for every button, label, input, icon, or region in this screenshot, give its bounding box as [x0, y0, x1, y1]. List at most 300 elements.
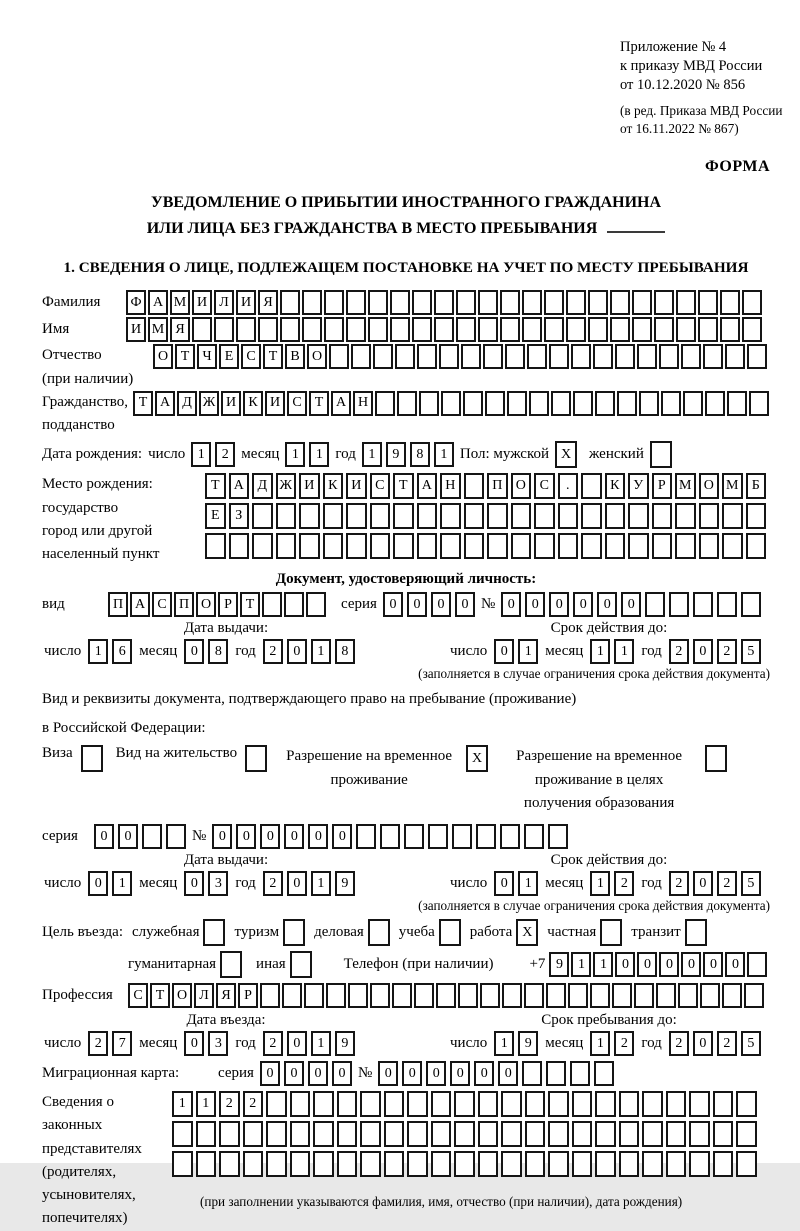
char-box[interactable]: С [534, 473, 555, 499]
char-box[interactable]: И [221, 391, 241, 416]
char-box[interactable] [500, 824, 520, 849]
char-box[interactable] [463, 391, 483, 416]
char-box[interactable]: Ж [276, 473, 297, 499]
char-box[interactable] [558, 533, 579, 559]
char-box[interactable] [219, 1121, 240, 1147]
char-box[interactable] [370, 533, 391, 559]
char-box[interactable]: 8 [335, 639, 355, 664]
char-box[interactable] [612, 983, 632, 1008]
char-box[interactable] [419, 391, 439, 416]
char-box[interactable] [487, 503, 508, 529]
char-box[interactable] [368, 317, 388, 342]
char-box[interactable] [689, 1151, 710, 1177]
char-box[interactable] [703, 344, 723, 369]
char-box[interactable]: Р [218, 592, 238, 617]
char-box[interactable] [725, 344, 745, 369]
char-box[interactable]: 2 [614, 1031, 634, 1056]
char-box[interactable]: . [558, 473, 579, 499]
char-box[interactable] [642, 1151, 663, 1177]
char-box[interactable] [412, 290, 432, 315]
char-box[interactable]: О [511, 473, 532, 499]
char-box[interactable] [476, 824, 496, 849]
char-box[interactable] [440, 503, 461, 529]
char-box[interactable] [571, 344, 591, 369]
char-box[interactable] [262, 592, 282, 617]
char-box[interactable] [290, 1151, 311, 1177]
char-box[interactable] [441, 391, 461, 416]
char-box[interactable] [676, 317, 696, 342]
char-box[interactable]: А [229, 473, 250, 499]
char-box[interactable] [525, 1121, 546, 1147]
char-box[interactable] [323, 503, 344, 529]
char-box[interactable]: Я [258, 290, 278, 315]
visa-checkbox[interactable] [81, 745, 103, 772]
char-box[interactable]: 0 [693, 639, 713, 664]
char-box[interactable] [464, 533, 485, 559]
char-box[interactable]: К [323, 473, 344, 499]
char-box[interactable] [436, 983, 456, 1008]
char-box[interactable] [439, 344, 459, 369]
char-box[interactable] [669, 592, 689, 617]
char-box[interactable] [548, 1091, 569, 1117]
char-box[interactable] [619, 1151, 640, 1177]
char-box[interactable]: 0 [450, 1061, 470, 1086]
char-box[interactable] [642, 1121, 663, 1147]
char-box[interactable] [666, 1121, 687, 1147]
char-box[interactable] [252, 503, 273, 529]
char-box[interactable] [605, 503, 626, 529]
char-box[interactable] [652, 503, 673, 529]
char-box[interactable]: Д [252, 473, 273, 499]
char-box[interactable] [511, 533, 532, 559]
char-box[interactable] [478, 317, 498, 342]
char-box[interactable]: 0 [284, 1061, 304, 1086]
char-box[interactable] [478, 1091, 499, 1117]
char-box[interactable] [458, 983, 478, 1008]
char-box[interactable] [478, 1151, 499, 1177]
char-box[interactable] [548, 1121, 569, 1147]
char-box[interactable] [266, 1121, 287, 1147]
char-box[interactable] [417, 533, 438, 559]
char-box[interactable] [380, 824, 400, 849]
char-box[interactable]: 0 [407, 592, 427, 617]
char-box[interactable]: 2 [669, 871, 689, 896]
char-box[interactable] [368, 290, 388, 315]
char-box[interactable]: 9 [335, 871, 355, 896]
char-box[interactable] [749, 391, 769, 416]
char-box[interactable] [243, 1151, 264, 1177]
char-box[interactable]: 0 [287, 639, 307, 664]
char-box[interactable]: П [108, 592, 128, 617]
char-box[interactable] [290, 1091, 311, 1117]
char-box[interactable] [205, 533, 226, 559]
char-box[interactable] [534, 533, 555, 559]
char-box[interactable]: 8 [208, 639, 228, 664]
char-box[interactable] [659, 344, 679, 369]
char-box[interactable] [417, 503, 438, 529]
purpose-other-checkbox[interactable] [290, 951, 312, 978]
char-box[interactable] [407, 1091, 428, 1117]
char-box[interactable]: А [155, 391, 175, 416]
char-box[interactable]: 0 [402, 1061, 422, 1086]
char-box[interactable] [572, 1151, 593, 1177]
char-box[interactable] [656, 983, 676, 1008]
purpose-study-checkbox[interactable] [439, 919, 461, 946]
char-box[interactable] [348, 983, 368, 1008]
char-box[interactable]: 1 [518, 639, 538, 664]
char-box[interactable] [440, 533, 461, 559]
char-box[interactable]: 0 [308, 824, 328, 849]
char-box[interactable] [337, 1121, 358, 1147]
char-box[interactable] [395, 344, 415, 369]
char-box[interactable] [302, 290, 322, 315]
char-box[interactable] [705, 391, 725, 416]
char-box[interactable]: 0 [94, 824, 114, 849]
char-box[interactable] [642, 1091, 663, 1117]
char-box[interactable]: 9 [518, 1031, 538, 1056]
char-box[interactable] [266, 1091, 287, 1117]
char-box[interactable] [654, 290, 674, 315]
char-box[interactable]: 3 [208, 1031, 228, 1056]
char-box[interactable]: О [196, 592, 216, 617]
char-box[interactable] [260, 983, 280, 1008]
char-box[interactable]: 0 [118, 824, 138, 849]
char-box[interactable] [676, 290, 696, 315]
char-box[interactable]: Д [177, 391, 197, 416]
char-box[interactable] [529, 391, 549, 416]
char-box[interactable]: 0 [573, 592, 593, 617]
char-box[interactable] [500, 317, 520, 342]
char-box[interactable] [566, 290, 586, 315]
char-box[interactable] [431, 1121, 452, 1147]
char-box[interactable] [505, 344, 525, 369]
char-box[interactable] [172, 1121, 193, 1147]
char-box[interactable]: М [170, 290, 190, 315]
char-box[interactable] [166, 824, 186, 849]
char-box[interactable] [324, 317, 344, 342]
char-box[interactable] [384, 1151, 405, 1177]
char-box[interactable]: 1 [434, 442, 454, 467]
char-box[interactable]: П [174, 592, 194, 617]
char-box[interactable] [581, 533, 602, 559]
char-box[interactable]: И [299, 473, 320, 499]
char-box[interactable] [615, 344, 635, 369]
purpose-official-checkbox[interactable] [203, 919, 225, 946]
char-box[interactable]: 0 [184, 639, 204, 664]
char-box[interactable] [370, 983, 390, 1008]
char-box[interactable] [456, 290, 476, 315]
char-box[interactable] [431, 1091, 452, 1117]
char-box[interactable]: 1 [285, 442, 305, 467]
char-box[interactable] [522, 317, 542, 342]
char-box[interactable] [570, 1061, 590, 1086]
char-box[interactable]: 0 [498, 1061, 518, 1086]
char-box[interactable] [544, 317, 564, 342]
char-box[interactable]: Т [205, 473, 226, 499]
char-box[interactable] [373, 344, 393, 369]
char-box[interactable] [572, 1121, 593, 1147]
char-box[interactable] [595, 1121, 616, 1147]
char-box[interactable]: 2 [717, 639, 737, 664]
char-box[interactable] [397, 391, 417, 416]
char-box[interactable] [313, 1121, 334, 1147]
char-box[interactable]: 1 [112, 871, 132, 896]
char-box[interactable] [276, 503, 297, 529]
char-box[interactable] [306, 592, 326, 617]
char-box[interactable] [428, 824, 448, 849]
char-box[interactable]: 1 [309, 442, 329, 467]
char-box[interactable] [675, 533, 696, 559]
char-box[interactable]: 0 [308, 1061, 328, 1086]
char-box[interactable] [454, 1091, 475, 1117]
char-box[interactable]: 0 [494, 639, 514, 664]
char-box[interactable] [404, 824, 424, 849]
char-box[interactable] [698, 317, 718, 342]
char-box[interactable] [276, 533, 297, 559]
char-box[interactable] [558, 503, 579, 529]
char-box[interactable]: М [722, 473, 743, 499]
char-box[interactable]: 1 [362, 442, 382, 467]
char-box[interactable] [661, 391, 681, 416]
char-box[interactable]: 2 [88, 1031, 108, 1056]
char-box[interactable]: 2 [263, 639, 283, 664]
char-box[interactable]: 0 [378, 1061, 398, 1086]
char-box[interactable] [717, 592, 737, 617]
char-box[interactable] [654, 317, 674, 342]
char-box[interactable] [522, 290, 542, 315]
char-box[interactable] [412, 317, 432, 342]
char-box[interactable]: 1 [88, 639, 108, 664]
char-box[interactable] [581, 473, 602, 499]
char-box[interactable]: 0 [725, 952, 745, 977]
char-box[interactable] [666, 1151, 687, 1177]
char-box[interactable] [393, 533, 414, 559]
char-box[interactable]: Л [194, 983, 214, 1008]
char-box[interactable]: С [152, 592, 172, 617]
char-box[interactable]: П [487, 473, 508, 499]
char-box[interactable] [360, 1091, 381, 1117]
char-box[interactable] [214, 317, 234, 342]
purpose-work-checkbox[interactable]: X [516, 919, 538, 946]
char-box[interactable]: 9 [386, 442, 406, 467]
char-box[interactable] [280, 290, 300, 315]
char-box[interactable]: 0 [287, 871, 307, 896]
char-box[interactable]: 6 [112, 639, 132, 664]
char-box[interactable]: 5 [741, 871, 761, 896]
char-box[interactable] [666, 1091, 687, 1117]
char-box[interactable] [741, 592, 761, 617]
char-box[interactable]: 0 [284, 824, 304, 849]
char-box[interactable] [713, 1121, 734, 1147]
char-box[interactable]: 5 [741, 639, 761, 664]
char-box[interactable]: 2 [243, 1091, 264, 1117]
char-box[interactable]: 1 [311, 871, 331, 896]
char-box[interactable] [142, 824, 162, 849]
char-box[interactable]: 0 [260, 824, 280, 849]
char-box[interactable]: Т [150, 983, 170, 1008]
char-box[interactable]: 1 [191, 442, 211, 467]
char-box[interactable]: Т [133, 391, 153, 416]
char-box[interactable]: М [148, 317, 168, 342]
char-box[interactable]: 0 [615, 952, 635, 977]
char-box[interactable]: 2 [263, 871, 283, 896]
char-box[interactable] [417, 344, 437, 369]
char-box[interactable] [351, 344, 371, 369]
char-box[interactable] [534, 503, 555, 529]
char-box[interactable] [610, 317, 630, 342]
char-box[interactable] [720, 317, 740, 342]
char-box[interactable] [548, 824, 568, 849]
char-box[interactable] [219, 1151, 240, 1177]
char-box[interactable]: 0 [597, 592, 617, 617]
char-box[interactable]: М [675, 473, 696, 499]
char-box[interactable] [507, 391, 527, 416]
purpose-transit-checkbox[interactable] [685, 919, 707, 946]
char-box[interactable] [742, 317, 762, 342]
char-box[interactable]: Я [216, 983, 236, 1008]
char-box[interactable] [693, 592, 713, 617]
edu-residence-checkbox[interactable] [705, 745, 727, 772]
char-box[interactable]: Т [393, 473, 414, 499]
char-box[interactable]: 0 [549, 592, 569, 617]
char-box[interactable] [699, 503, 720, 529]
char-box[interactable] [284, 592, 304, 617]
char-box[interactable] [744, 983, 764, 1008]
char-box[interactable] [236, 317, 256, 342]
char-box[interactable]: Т [309, 391, 329, 416]
char-box[interactable] [588, 290, 608, 315]
char-box[interactable]: И [192, 290, 212, 315]
char-box[interactable] [595, 1151, 616, 1177]
char-box[interactable] [522, 1061, 542, 1086]
char-box[interactable] [487, 533, 508, 559]
char-box[interactable] [722, 533, 743, 559]
char-box[interactable]: С [370, 473, 391, 499]
char-box[interactable] [525, 1151, 546, 1177]
purpose-private-checkbox[interactable] [600, 919, 622, 946]
purpose-tourism-checkbox[interactable] [283, 919, 305, 946]
char-box[interactable] [384, 1121, 405, 1147]
char-box[interactable] [588, 317, 608, 342]
char-box[interactable]: 2 [263, 1031, 283, 1056]
char-box[interactable]: 0 [455, 592, 475, 617]
char-box[interactable]: 0 [184, 1031, 204, 1056]
char-box[interactable]: 1 [590, 1031, 610, 1056]
char-box[interactable] [485, 391, 505, 416]
char-box[interactable]: У [628, 473, 649, 499]
char-box[interactable] [746, 503, 767, 529]
char-box[interactable]: 1 [494, 1031, 514, 1056]
char-box[interactable]: 1 [614, 639, 634, 664]
char-box[interactable] [628, 503, 649, 529]
char-box[interactable] [172, 1151, 193, 1177]
char-box[interactable] [713, 1091, 734, 1117]
char-box[interactable] [689, 1091, 710, 1117]
char-box[interactable] [700, 983, 720, 1008]
char-box[interactable] [229, 533, 250, 559]
char-box[interactable]: А [130, 592, 150, 617]
char-box[interactable]: З [229, 503, 250, 529]
char-box[interactable] [346, 290, 366, 315]
char-box[interactable]: 0 [525, 592, 545, 617]
char-box[interactable] [258, 317, 278, 342]
char-box[interactable]: 0 [494, 871, 514, 896]
char-box[interactable] [500, 290, 520, 315]
char-box[interactable] [594, 1061, 614, 1086]
female-checkbox[interactable] [650, 441, 672, 468]
char-box[interactable]: 3 [208, 871, 228, 896]
char-box[interactable] [390, 317, 410, 342]
char-box[interactable]: К [605, 473, 626, 499]
char-box[interactable] [675, 503, 696, 529]
char-box[interactable] [524, 983, 544, 1008]
char-box[interactable]: 0 [431, 592, 451, 617]
residence-permit-checkbox[interactable] [245, 745, 267, 772]
char-box[interactable] [525, 1091, 546, 1117]
char-box[interactable]: 0 [287, 1031, 307, 1056]
char-box[interactable] [280, 317, 300, 342]
char-box[interactable]: Л [214, 290, 234, 315]
char-box[interactable] [619, 1091, 640, 1117]
char-box[interactable]: Т [175, 344, 195, 369]
char-box[interactable] [689, 1121, 710, 1147]
char-box[interactable]: 2 [717, 1031, 737, 1056]
char-box[interactable]: Т [240, 592, 260, 617]
char-box[interactable]: О [172, 983, 192, 1008]
char-box[interactable] [681, 344, 701, 369]
char-box[interactable]: 9 [335, 1031, 355, 1056]
char-box[interactable] [393, 503, 414, 529]
char-box[interactable] [375, 391, 395, 416]
char-box[interactable]: 7 [112, 1031, 132, 1056]
char-box[interactable] [392, 983, 412, 1008]
char-box[interactable] [544, 290, 564, 315]
char-box[interactable] [431, 1151, 452, 1177]
char-box[interactable] [698, 290, 718, 315]
char-box[interactable] [452, 824, 472, 849]
char-box[interactable]: Е [205, 503, 226, 529]
char-box[interactable] [572, 1091, 593, 1117]
char-box[interactable] [290, 1121, 311, 1147]
char-box[interactable]: И [346, 473, 367, 499]
char-box[interactable] [652, 533, 673, 559]
char-box[interactable]: Ф [126, 290, 146, 315]
char-box[interactable] [313, 1091, 334, 1117]
char-box[interactable] [736, 1121, 757, 1147]
char-box[interactable]: 0 [703, 952, 723, 977]
char-box[interactable]: 1 [172, 1091, 193, 1117]
char-box[interactable]: 2 [614, 871, 634, 896]
char-box[interactable] [461, 344, 481, 369]
char-box[interactable] [360, 1151, 381, 1177]
char-box[interactable] [637, 344, 657, 369]
char-box[interactable]: Е [219, 344, 239, 369]
char-box[interactable]: А [417, 473, 438, 499]
char-box[interactable]: 2 [669, 639, 689, 664]
char-box[interactable]: 0 [332, 824, 352, 849]
char-box[interactable] [727, 391, 747, 416]
char-box[interactable] [337, 1151, 358, 1177]
char-box[interactable]: 1 [311, 639, 331, 664]
char-box[interactable]: А [331, 391, 351, 416]
char-box[interactable]: 0 [212, 824, 232, 849]
char-box[interactable]: 2 [215, 442, 235, 467]
char-box[interactable]: 0 [659, 952, 679, 977]
char-box[interactable]: 0 [332, 1061, 352, 1086]
char-box[interactable]: 0 [260, 1061, 280, 1086]
char-box[interactable]: 1 [196, 1091, 217, 1117]
char-box[interactable]: В [285, 344, 305, 369]
